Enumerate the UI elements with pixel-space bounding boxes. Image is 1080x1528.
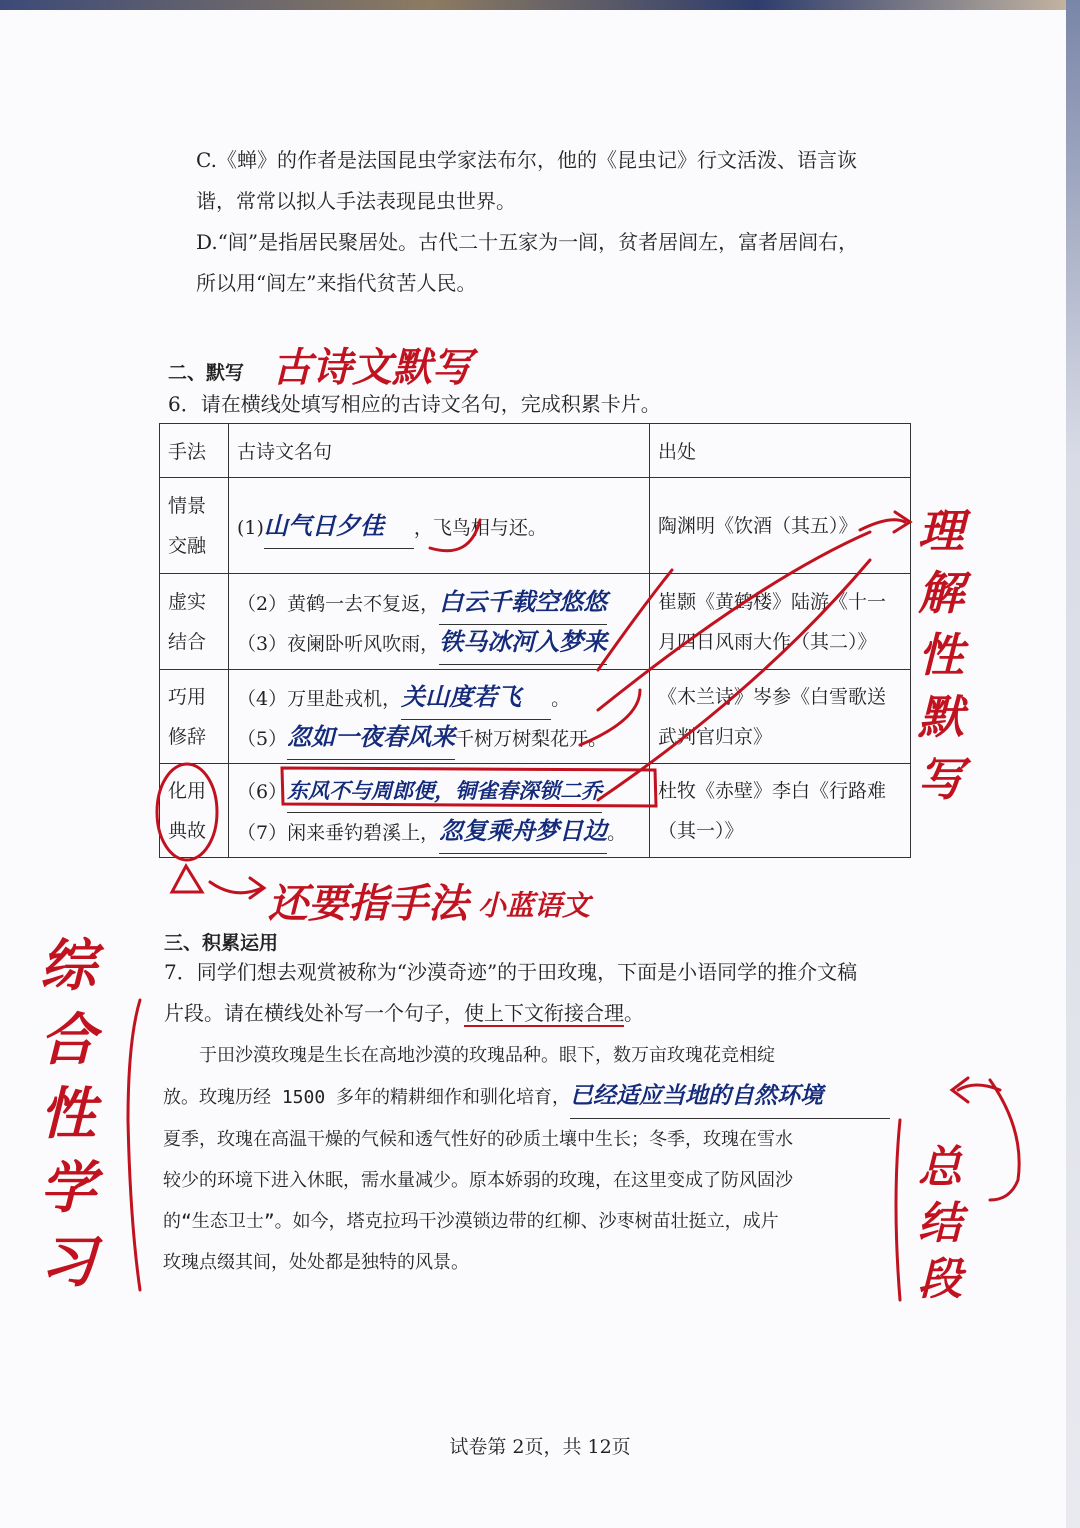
essay-line: 较少的环境下进入休眠，需水量减少。原本娇弱的玫瑰，在这里变成了防风固沙	[163, 1170, 793, 1191]
annotation-gushiwen-moxie: 古诗文默写	[272, 345, 472, 391]
source-cell: 崔颢《黄鹤楼》陆游《十一 月四日风雨大作（其二）》	[650, 574, 911, 670]
technique-cell: 巧用 修辞	[160, 670, 229, 764]
question-7-line1: 7．同学们想去观赏被称为“沙漠奇迹”的于田玫瑰，下面是小语同学的推介文稿	[164, 960, 858, 984]
technique-cell: 化用 典故	[160, 764, 229, 858]
option-d-line2: 所以用“闾左”来指代贫苦人民。	[196, 271, 477, 295]
answer-blank-4: 关山度若飞	[401, 677, 551, 720]
section2-heading: 二、默写	[168, 362, 245, 384]
technique-cell: 虚实 结合	[160, 574, 229, 670]
quote-cell: （4）万里赴戎机，关山度若飞 。 （5）忽如一夜春风来千树万树梨花开。	[229, 670, 650, 764]
source-cell: 《木兰诗》岑参《白雪歌送 武判官归京》	[650, 670, 911, 764]
arrow-line-3	[598, 560, 870, 800]
annotation-xiaolan-yuwen: 小蓝语文	[478, 889, 591, 922]
arrow-line-4	[210, 882, 262, 893]
technique-cell: 情景 交融	[160, 478, 229, 574]
summary-bracket	[990, 1080, 1019, 1200]
header-source: 出处	[650, 424, 911, 478]
annotation-zongjie-duan: 总结段	[918, 1142, 962, 1305]
arrow-head-4	[250, 878, 264, 898]
triangle-mark	[172, 866, 202, 892]
quote-cell: （2）黄鹤一去不复返，白云千载空悠悠 （3）夜阑卧听风吹雨，铁马冰河入梦来	[229, 574, 650, 670]
check-mark-1	[430, 520, 480, 551]
page-footer: 试卷第 2页，共 12页	[449, 1436, 631, 1458]
essay-answer-blank: 已经适应当地的自然环境	[570, 1076, 890, 1119]
question-7-line2: 片段。请在横线处补写一个句子，使上下文衔接合理。	[164, 1001, 644, 1025]
quote-cell: (1)山气日夕佳 ，飞鸟相与还。	[229, 478, 650, 574]
answer-blank-5: 忽如一夜春风来	[287, 717, 455, 760]
question-6: 6．请在横线处填写相应的古诗文名句，完成积累卡片。	[168, 392, 661, 416]
source-cell: 陶渊明《饮酒（其五）》	[650, 478, 911, 574]
check-mark-2	[598, 570, 672, 670]
answer-blank-3: 铁马冰河入梦来	[439, 622, 607, 665]
quote-cell: （6）东风不与周郎便，铜雀春深锁二乔 （7）闲来垂钓碧溪上，忽复乘舟梦日边。	[229, 764, 650, 858]
header-quote: 古诗文名句	[229, 424, 650, 478]
technique-circle	[157, 764, 217, 860]
annotation-lijiexing-moxie: 理解性默写	[918, 504, 964, 806]
source-cell: 杜牧《赤壁》李白《行路难 （其一）》	[650, 764, 911, 858]
essay-line: 于田沙漠玫瑰是生长在高地沙漠的玫瑰品种。眼下，数万亩玫瑰花竞相绽	[163, 1045, 775, 1066]
essay-line: 玫瑰点缀其间，处处都是独特的风景。	[163, 1252, 469, 1273]
answer-blank-2: 白云千载空悠悠	[439, 582, 607, 625]
essay-line: 放。玫瑰历经 1500 多年的精耕细作和驯化培育，已经适应当地的自然环境	[163, 1076, 883, 1119]
section3-bracket	[128, 1000, 140, 1290]
annotation-zonghexing-xuexi: 综合性学习	[40, 934, 96, 1295]
answer-blank-7: 忽复乘舟梦日边	[439, 811, 607, 854]
arrow-line-2	[598, 532, 870, 710]
check-mark-3	[580, 690, 640, 745]
option-d-line1: D.“闾”是指居民聚居处。古代二十五家为一闾，贫者居闾左，富者居闾右，	[196, 230, 859, 254]
option-c-line2: 谐，常常以拟人手法表现昆虫世界。	[196, 189, 516, 213]
option-c-line1: C.《蝉》的作者是法国昆虫学家法布尔，他的《昆虫记》行文活泼、语言诙	[196, 148, 857, 172]
annotation-huanyao-shoufa: 还要指手法	[268, 881, 468, 927]
section3-heading: 三、积累运用	[164, 932, 279, 954]
essay-line: 夏季，玫瑰在高温干燥的气候和透气性好的砂质土壤中生长；冬季，玫瑰在雪水	[163, 1129, 793, 1150]
summary-line	[896, 1120, 900, 1300]
answer-blank-6: 东风不与周郎便，铜雀春深锁二乔	[287, 771, 602, 813]
header-technique: 手法	[160, 424, 229, 478]
essay-line: 的“生态卫士”。如今，塔克拉玛干沙漠锁边带的红柳、沙枣树苗壮挺立，成片	[163, 1211, 779, 1232]
answer-blank-1: 山气日夕佳	[264, 506, 414, 549]
underlined-requirement: 使上下文衔接合理	[464, 1001, 624, 1025]
